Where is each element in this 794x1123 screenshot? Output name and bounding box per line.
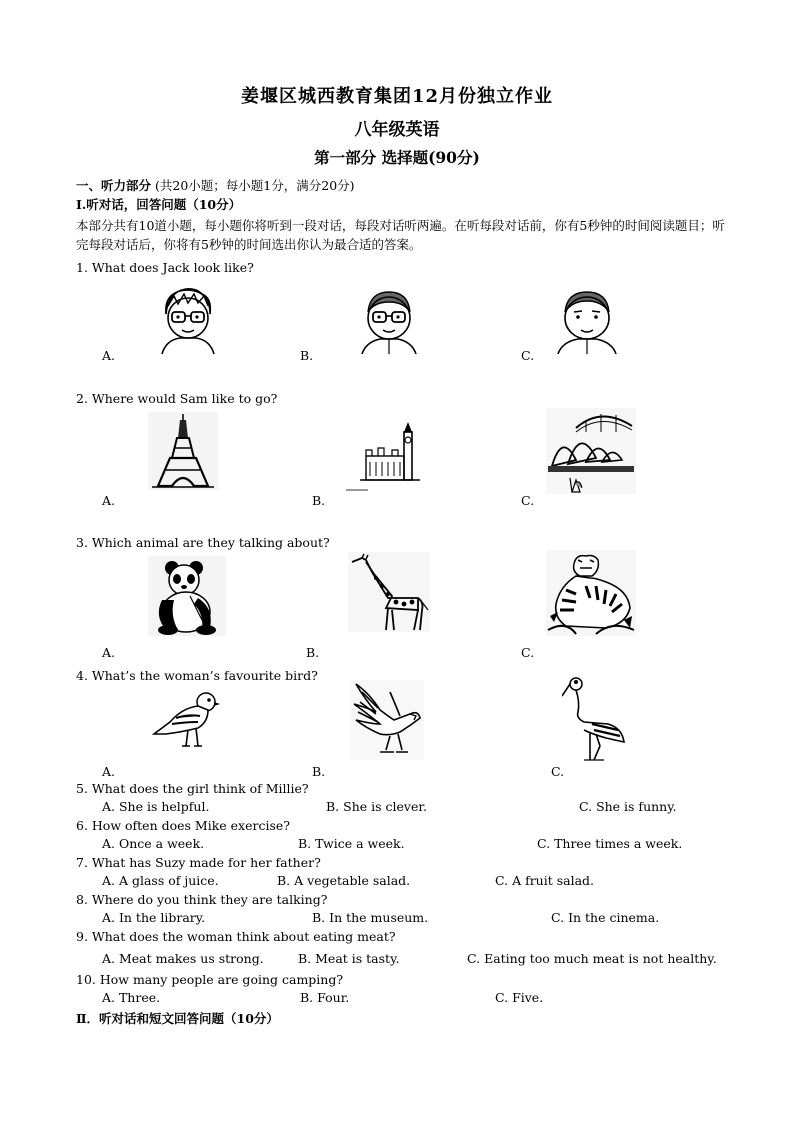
question-1: 1. What does Jack look like?: [76, 260, 254, 275]
question-5: 5. What does the girl think of Millie?: [76, 781, 309, 796]
question-6: 6. How often does Mike exercise?: [76, 818, 290, 833]
q5-option-a: A. She is helpful.: [102, 799, 210, 814]
document-title: 姜堰区城西教育集团12月份独立作业: [240, 86, 554, 107]
q5-option-b: B. She is clever.: [326, 799, 427, 814]
q3-option-a: A.: [102, 645, 116, 660]
q7-option-a: A. A glass of juice.: [102, 873, 219, 888]
question-10: 10. How many people are going camping?: [76, 972, 344, 987]
q2-option-c: C.: [521, 493, 535, 508]
eagle-icon: [350, 680, 424, 760]
q4-option-a: A.: [102, 764, 116, 779]
q9-option-c: C. Eating too much meat is not healthy.: [467, 951, 717, 966]
instructions: 本部分共有10道小题，每小题你将听到一段对话，每段对话听两遍。在听每段对话前，你有5秒钟的时间阅读题目；听完每段对话后，你将有5秒钟的时间选出你认为最合适的答案。: [76, 218, 725, 252]
q2-option-a: A.: [102, 493, 116, 508]
question-3: 3. Which animal are they talking about?: [76, 535, 330, 550]
q1-option-c: C.: [521, 348, 535, 363]
q10-option-c: C. Five.: [495, 990, 544, 1005]
section-heading-rest: (共20小题；每小题1分，满分20分): [155, 178, 355, 193]
question-7: 7. What has Suzy made for her father?: [76, 855, 321, 870]
q8-option-c: C. In the cinema.: [551, 910, 660, 925]
subsection-heading-2: Ⅱ．听对话和短文回答问题（10分）: [76, 1011, 279, 1026]
question-8: 8. Where do you think they are talking?: [76, 892, 328, 907]
q8-option-a: A. In the library.: [102, 910, 206, 925]
q10-option-b: B. Four.: [300, 990, 350, 1005]
q4-option-b: B.: [312, 764, 326, 779]
q4-option-c: C.: [551, 764, 565, 779]
section-heading: [76, 178, 355, 194]
q6-option-a: A. Once a week.: [102, 836, 205, 851]
sparrow-icon: [152, 688, 222, 752]
q2-option-b: B.: [312, 493, 326, 508]
part-heading: 第一部分 选择题(90分): [314, 148, 480, 167]
sydney-opera-house-icon: [546, 408, 636, 494]
boy-glasses-icon: [356, 286, 422, 354]
q9-option-b: B. Meat is tasty.: [298, 951, 400, 966]
q1-option-a: A.: [102, 348, 116, 363]
tiger-icon: [546, 550, 636, 636]
question-9: 9. What does the woman think about eating meat?: [76, 929, 396, 944]
q3-option-c: C.: [521, 645, 535, 660]
q7-option-b: B. A vegetable salad.: [277, 873, 411, 888]
q3-option-b: B.: [306, 645, 320, 660]
big-ben-icon: [346, 418, 422, 492]
boy-no-glasses-icon: [552, 286, 622, 354]
q5-option-c: C. She is funny.: [579, 799, 677, 814]
boy-glasses-hair-icon: [156, 284, 220, 354]
eiffel-tower-icon: [148, 412, 218, 490]
q8-option-b: B. In the museum.: [312, 910, 429, 925]
q1-option-b: B.: [300, 348, 314, 363]
question-4: 4. What’s the woman’s favourite bird?: [76, 668, 318, 683]
document-subtitle: 八年级英语: [354, 120, 440, 140]
q10-option-a: A. Three.: [102, 990, 161, 1005]
q7-option-c: C. A fruit salad.: [495, 873, 595, 888]
question-2: 2. Where would Sam like to go?: [76, 391, 278, 406]
q6-option-b: B. Twice a week.: [298, 836, 405, 851]
q9-option-a: A. Meat makes us strong.: [102, 951, 264, 966]
panda-icon: [148, 556, 226, 636]
section-heading-bold: 一、听力部分: [76, 178, 152, 193]
giraffe-icon: [348, 552, 430, 632]
subsection-heading-1: Ⅰ.听对话，回答问题（10分）: [76, 197, 242, 212]
crane-icon: [562, 672, 626, 762]
q6-option-c: C. Three times a week.: [537, 836, 683, 851]
